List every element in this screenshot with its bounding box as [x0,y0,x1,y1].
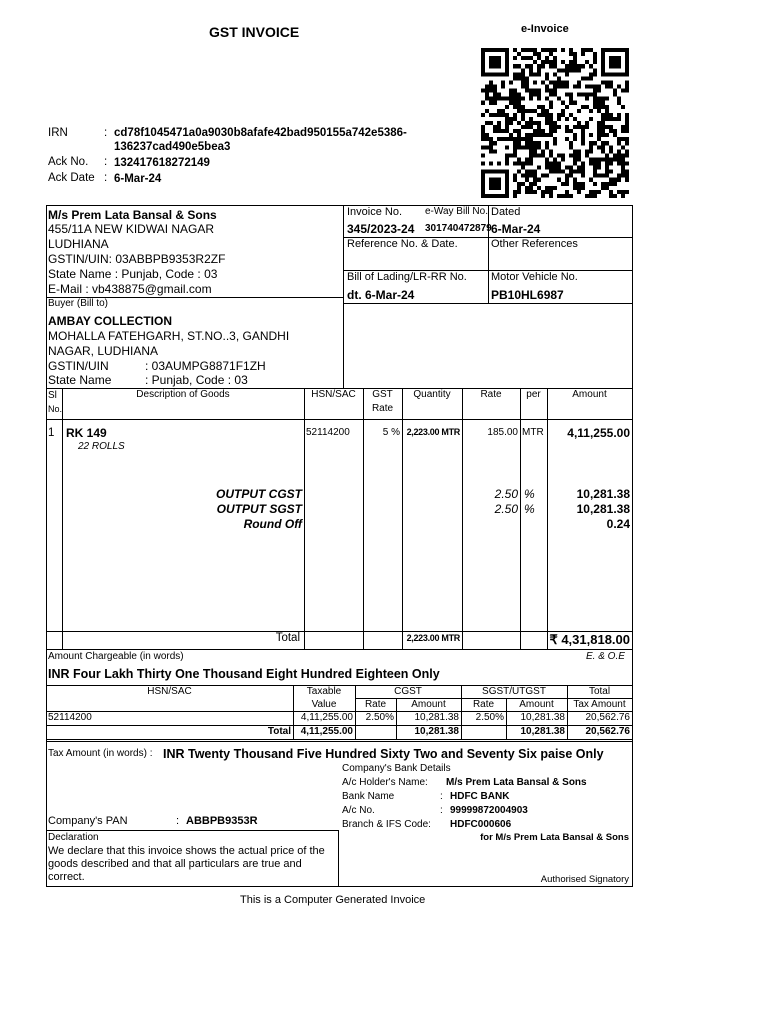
item-amount: 4,11,255.00 [567,426,630,440]
bank-details-title: Company's Bank Details [342,763,451,774]
total-quantity: 2,223.00 MTR [406,633,460,643]
pan-value: ABBPB9353R [186,815,258,827]
tax-words-label: Tax Amount (in words) : [48,748,153,759]
seller-name: M/s Prem Lata Bansal & Sons [48,208,217,222]
colon: : [104,172,108,184]
dated-label: Dated [491,206,521,218]
vehicle-value: PB10HL6987 [491,288,564,302]
bank-name-label: Bank Name [342,791,395,802]
amount-in-words: INR Four Lakh Thirty One Thousand Eight Hundred Eighteen Only [48,667,440,681]
item-rate: 185.00 [487,427,518,438]
ack-no: 132417618272149 [114,157,210,169]
reference-label: Reference No. & Date. [347,238,458,250]
tax-col-cgst: CGST [394,686,422,697]
computer-generated-note: This is a Computer Generated Invoice [240,894,426,906]
tax-col-sgst-rate: Rate [472,699,495,710]
col-gst-rate: Rate [371,403,394,414]
item-name: RK 149 [66,426,107,440]
lading-label: Bill of Lading/LR-RR No. [347,271,467,283]
colon: : [440,805,443,816]
buyer-gstin-label: GSTIN/UIN [48,359,109,373]
buyer-name: AMBAY COLLECTION [48,314,173,328]
seller-address-2: LUDHIANA [48,237,109,251]
colon: : [176,815,180,827]
amount-words-label: Amount Chargeable (in words) [48,651,184,662]
tax-col-cgst-rate: Rate [364,699,387,710]
tax-total-sgst: 10,281.38 [520,726,565,737]
buyer-label: Buyer (Bill to) [48,298,109,309]
charge-amount: 10,281.38 [576,502,630,516]
other-references-label: Other References [491,238,578,250]
tax-total-taxable: 4,11,255.00 [300,726,353,737]
col-gst: GST [372,389,393,400]
charge-amount: 0.24 [606,517,630,531]
irn-label: IRN [48,127,68,139]
eoe-label: E. & O.E [586,651,625,662]
charge-per: % [524,502,535,516]
col-rate: Rate [480,389,502,400]
irn-value-2: 136237cad490e5bea3 [114,141,231,153]
seller-address-1: 455/11A NEW KIDWAI NAGAR [48,222,215,236]
col-per: per [526,389,541,400]
tax-col-total: Total [588,686,611,697]
tax-total-amount: 20,562.76 [585,726,630,737]
pan-label: Company's PAN [48,815,128,827]
tax-row-cgst-amount: 10,281.38 [414,712,459,723]
charge-amount: 10,281.38 [576,487,630,501]
invoice-no-label: Invoice No. [347,206,403,218]
charge-label: Round Off [243,517,302,531]
qr-code [481,48,629,198]
tax-row-sgst-rate: 2.50% [475,712,504,723]
bank-name: HDFC BANK [450,791,510,802]
col-quantity: Quantity [413,389,451,400]
tax-col-cgst-amount: Amount [411,699,446,710]
account-no: 99999872004903 [450,805,528,816]
lading-value: dt. 6-Mar-24 [347,288,415,302]
buyer-state: : Punjab, Code : 03 [145,373,248,387]
charge-label: OUTPUT SGST [216,502,302,516]
declaration-label: Declaration [48,832,99,843]
col-amount: Amount [572,389,607,400]
seller-email: E-Mail : vb438875@gmail.com [48,282,212,296]
invoice-no: 345/2023-24 [347,222,415,236]
seller-state: State Name : Punjab, Code : 03 [48,267,218,281]
grand-total: ₹ 4,31,818.00 [549,632,630,647]
account-no-label: A/c No. [342,805,375,816]
charge-per: % [524,487,535,501]
authorised-signatory: Authorised Signatory [540,874,629,885]
ack-date-label: Ack Date [48,172,95,184]
buyer-gstin: : 03AUMPG8871F1ZH [145,359,266,373]
item-gst-rate: 5 % [382,427,400,438]
tax-col-sgst-amount: Amount [519,699,554,710]
dated-value: 6-Mar-24 [491,222,541,236]
col-description: Description of Goods [136,389,230,400]
tax-col-taxable: Taxable [306,686,342,697]
tax-col-hsn: HSN/SAC [147,686,192,697]
ack-no-label: Ack No. [48,156,89,168]
charge-label: OUTPUT CGST [216,487,302,501]
tax-total-cgst: 10,281.38 [414,726,459,737]
item-hsn: 52114200 [306,427,350,438]
invoice-title: GST INVOICE [209,24,300,40]
tax-col-tax-amount: Tax Amount [573,699,626,710]
tax-row-cgst-rate: 2.50% [365,712,394,723]
eway-bill-no: 301740472879 [425,223,492,234]
bank-holder: M/s Prem Lata Bansal & Sons [446,777,587,788]
charge-rate: 2.50 [494,487,518,501]
irn-value-1: cd78f1045471a0a9030b8afafe42bad950155a742e5386- [114,127,407,139]
buyer-address-2: NAGAR, LUDHIANA [48,344,159,358]
colon: : [440,791,443,802]
bank-holder-label: A/c Holder's Name: [342,777,428,788]
col-sl: Sl [48,390,57,401]
ack-date: 6-Mar-24 [114,173,162,185]
buyer-state-label: State Name [48,373,112,387]
item-sl: 1 [48,427,55,439]
tax-row-taxable: 4,11,255.00 [300,712,353,723]
tax-row-sgst-amount: 10,281.38 [520,712,565,723]
eway-bill-label: e-Way Bill No. [425,206,488,217]
ifsc-label: Branch & IFS Code: [342,819,431,830]
declaration-line-1: We declare that this invoice shows the actual price of the [48,845,325,857]
item-quantity: 2,223.00 MTR [406,427,460,437]
tax-row-total: 20,562.76 [585,712,630,723]
col-no: No. [48,404,63,414]
colon: : [104,127,108,139]
tax-total-label: Total [267,726,291,737]
tax-col-sgst: SGST/UTGST [482,686,546,697]
item-per: MTR [522,427,544,438]
tax-col-value: Value [311,699,337,710]
tax-row-hsn: 52114200 [48,712,92,723]
seller-gstin: GSTIN/UIN: 03ABBPB9353R2ZF [48,252,226,266]
declaration-line-2: goods described and that all particulars are true and [48,858,302,870]
signature-for: for M/s Prem Lata Bansal & Sons [480,832,629,843]
einvoice-label: e-Invoice [521,23,569,35]
col-hsn: HSN/SAC [311,389,356,400]
buyer-address-1: MOHALLA FATEHGARH, ST.NO..3, GANDHI [48,329,290,343]
ifsc-code: HDFC000606 [450,819,512,830]
tax-amount-in-words: INR Twenty Thousand Five Hundred Sixty Two and Seventy Six paise Only [163,747,604,761]
vehicle-label: Motor Vehicle No. [491,271,578,283]
total-label: Total [275,632,300,644]
item-subtext: 22 ROLLS [78,441,125,452]
charge-rate: 2.50 [494,502,518,516]
declaration-line-3: correct. [48,871,85,883]
colon: : [104,156,108,168]
